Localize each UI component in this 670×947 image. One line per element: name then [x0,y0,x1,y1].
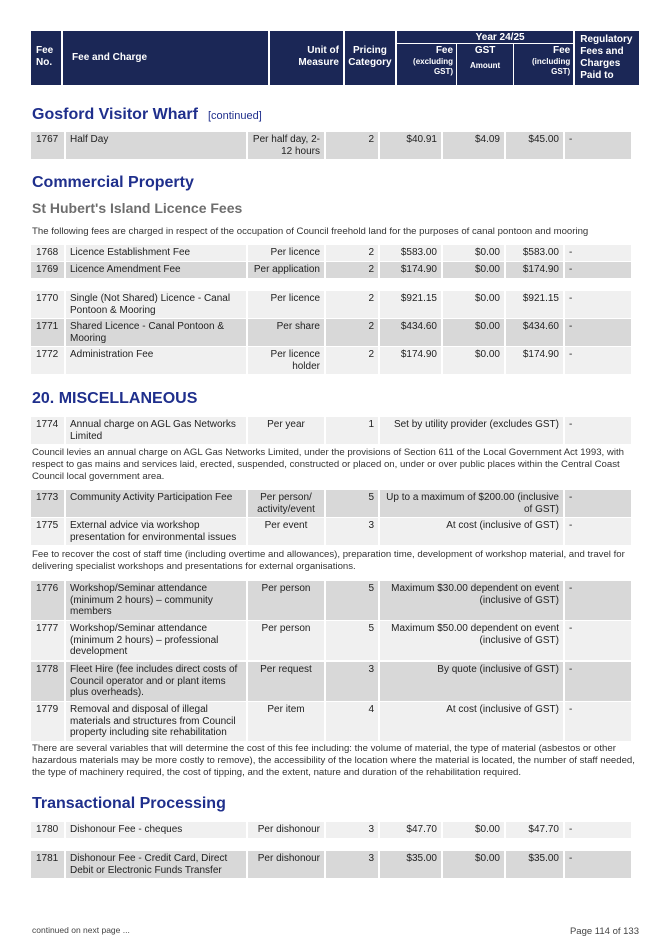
table-row [31,490,639,517]
page-number: Page 114 of 133 [569,926,639,937]
continued-footer: continued on next page ... [32,925,130,935]
header-year: Year 24/25 [397,31,573,44]
cell-f2: $0.00 [443,262,504,278]
cell-span: By quote (inclusive of GST) [380,662,563,701]
table-row [31,702,639,741]
cell-f2: $0.00 [443,245,504,261]
cell-f3: $174.90 [506,262,563,278]
header-fee-incl: Fee (including GST) [532,45,571,76]
cell-fee: Dishonour Fee - cheques [66,822,246,838]
table-row [31,417,639,444]
cell-cat: 5 [326,621,378,660]
cell-no: 1769 [31,262,64,278]
header-fee-charge: Fee and Charge [63,31,268,85]
cell-cat: 2 [326,132,378,159]
cell-span: At cost (inclusive of GST) [380,518,563,545]
cell-unit: Per person/ activity/event [248,490,324,517]
continued-label: [continued] [207,110,262,122]
header-regulatory: Regulatory Fees and Charges Paid to [575,31,639,85]
cell-reg: - [565,417,631,444]
cell-fee: Fleet Hire (fee includes direct costs of Council operator and or plant items plus overheads). [66,662,246,701]
cell-fee: Workshop/Seminar attendance (minimum 2 hours) – community members [66,581,246,620]
cell-cat: 3 [326,518,378,545]
cell-f1: $583.00 [380,245,441,261]
cell-fee: Single (Not Shared) Licence - Canal Pontoon & Mooring [66,291,246,318]
table-row [31,851,639,878]
cell-f2: $0.00 [443,851,504,878]
cell-f3: $45.00 [506,132,563,159]
cell-f3: $921.15 [506,291,563,318]
cell-cat: 5 [326,490,378,517]
cell-cat: 2 [326,319,378,346]
cell-reg: - [565,245,631,261]
header-gst: GST Amount [456,44,514,85]
cell-reg: - [565,621,631,660]
cell-f2: $0.00 [443,822,504,838]
table-row [31,245,639,261]
cell-f1: $434.60 [380,319,441,346]
cell-unit: Per person [248,621,324,660]
cell-fee: Licence Amendment Fee [66,262,246,278]
cell-f3: $174.90 [506,347,563,374]
table-header [31,31,639,85]
cell-f1: $35.00 [380,851,441,878]
cell-f3: $434.60 [506,319,563,346]
table-row [31,822,639,838]
header-pricing: Pricing Category [345,31,395,85]
cell-f2: $4.09 [443,132,504,159]
section-title-transactional: Transactional Processing [32,795,226,812]
cell-unit: Per event [248,518,324,545]
subsection-title-hubert: St Hubert's Island Licence Fees [32,200,243,216]
cell-f1: $174.90 [380,262,441,278]
cell-cat: 3 [326,851,378,878]
hubert-note: The following fees are charged in respect of the occupation of Council freehold land for the purposes of canal pontoon and mooring [32,226,589,237]
section-title-misc: 20. MISCELLANEOUS [32,390,198,407]
cell-no: 1775 [31,518,64,545]
cell-reg: - [565,518,631,545]
cell-f1: $40.91 [380,132,441,159]
table-row [31,581,639,620]
cell-cat: 1 [326,417,378,444]
cell-reg: - [565,291,631,318]
cell-f1: $921.15 [380,291,441,318]
cell-no: 1773 [31,490,64,517]
table-row [31,262,639,278]
cell-reg: - [565,581,631,620]
cell-cat: 2 [326,347,378,374]
cell-f3: $583.00 [506,245,563,261]
cell-f1: $47.70 [380,822,441,838]
cell-unit: Per dishonour [248,851,324,878]
cell-fee: Shared Licence - Canal Pontoon & Mooring [66,319,246,346]
cell-no: 1771 [31,319,64,346]
cell-reg: - [565,822,631,838]
cell-reg: - [565,490,631,517]
section-title-commercial: Commercial Property [32,174,194,191]
header-unit: Unit of Measure [270,31,343,85]
cell-unit: Per licence [248,291,324,318]
cell-no: 1767 [31,132,64,159]
cell-unit: Per request [248,662,324,701]
cell-span: Maximum $50.00 dependent on event (inclusive of GST) [380,621,563,660]
cell-reg: - [565,262,631,278]
table-row [31,132,639,159]
cell-cat: 2 [326,291,378,318]
cell-fee: Community Activity Participation Fee [66,490,246,517]
cell-reg: - [565,347,631,374]
cell-fee: External advice via workshop presentation for environmental issues [66,518,246,545]
header-fee-no: Fee No. [31,31,61,85]
cell-no: 1781 [31,851,64,878]
cell-no: 1770 [31,291,64,318]
cell-cat: 3 [326,662,378,701]
cell-no: 1780 [31,822,64,838]
cell-reg: - [565,319,631,346]
cell-reg: - [565,132,631,159]
cell-f3: $35.00 [506,851,563,878]
cell-fee: Annual charge on AGL Gas Networks Limited [66,417,246,444]
cell-fee: Workshop/Seminar attendance (minimum 2 hours) – professional development [66,621,246,660]
cell-unit: Per item [248,702,324,741]
cell-fee: Half Day [66,132,246,159]
cell-no: 1778 [31,662,64,701]
cell-span: Up to a maximum of $200.00 (inclusive of GST) [380,490,563,517]
cell-f1: $174.90 [380,347,441,374]
cell-f2: $0.00 [443,319,504,346]
cell-unit: Per dishonour [248,822,324,838]
agl-note: Council levies an annual charge on AGL Gas Networks Limited, under the provisions of Section 611 of the Local Government Act 1993, with respect to gas mains and services laid, erected, suspended, constructed or placed on, under or over public places within the Central Coast Council local government area. [32,447,624,482]
cell-cat: 2 [326,262,378,278]
cell-reg: - [565,851,631,878]
variables-note: There are several variables that will determine the cost of this fee including: the volume of material, the type of material (asbestos or other hazardous materials may be more costly to remove), the accessibility of the location where the material is located, the number of staff needed, the type of machinery required, the cost of tipping, and the extent, nature and duration of the rehabilitation required. [32,743,635,778]
section-title-gosford: Gosford Visitor Wharf [continued] [32,106,262,123]
cell-f2: $0.00 [443,347,504,374]
header-fee-excl: Fee (excluding GST) [413,45,454,76]
cell-unit: Per share [248,319,324,346]
cell-unit: Per year [248,417,324,444]
table-row [31,621,639,660]
staff-note: Fee to recover the cost of staff time (including overtime and allowances), preparation time, development of workshop material, and travel for delivering specialist workshops and presentations for external organisations. [32,549,625,572]
table-row [31,319,639,346]
cell-unit: Per person [248,581,324,620]
cell-fee: Dishonour Fee - Credit Card, Direct Debit or Electronic Funds Transfer [66,851,246,878]
cell-no: 1779 [31,702,64,741]
cell-cat: 2 [326,245,378,261]
cell-reg: - [565,662,631,701]
cell-no: 1768 [31,245,64,261]
cell-no: 1772 [31,347,64,374]
table-row [31,518,639,545]
cell-fee: Licence Establishment Fee [66,245,246,261]
cell-no: 1776 [31,581,64,620]
table-row [31,291,639,318]
cell-unit: Per half day, 2-12 hours [248,132,324,159]
cell-unit: Per licence holder [248,347,324,374]
cell-span: Set by utility provider (excludes GST) [380,417,563,444]
cell-span: At cost (inclusive of GST) [380,702,563,741]
cell-span: Maximum $30.00 dependent on event (inclusive of GST) [380,581,563,620]
cell-cat: 5 [326,581,378,620]
header-year-group [397,31,573,85]
cell-fee: Administration Fee [66,347,246,374]
table-row [31,347,639,374]
cell-unit: Per application [248,262,324,278]
cell-fee: Removal and disposal of illegal materials and structures from Council property including site rehabilitation [66,702,246,741]
cell-cat: 3 [326,822,378,838]
cell-cat: 4 [326,702,378,741]
cell-reg: - [565,702,631,741]
table-row [31,662,639,701]
cell-no: 1774 [31,417,64,444]
cell-f3: $47.70 [506,822,563,838]
cell-unit: Per licence [248,245,324,261]
cell-no: 1777 [31,621,64,660]
cell-f2: $0.00 [443,291,504,318]
